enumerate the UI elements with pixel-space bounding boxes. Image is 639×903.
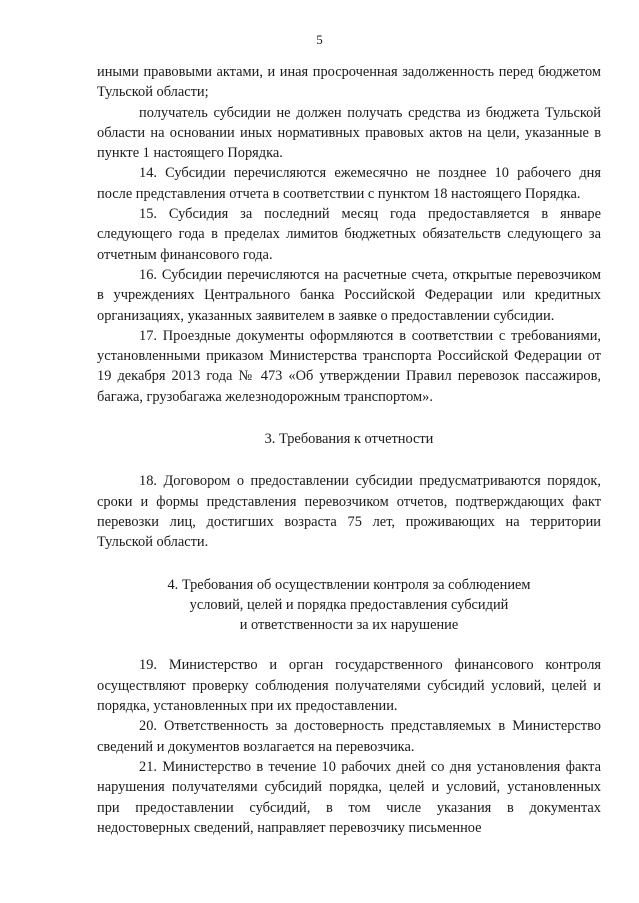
paragraph-19: 19. Министерство и орган государственного финансового контроля осуществляют проверку соблюдения получателями субсидий условий, целей и порядка, установленных при их предоставлении. <box>97 657 601 715</box>
document-body <box>97 62 601 838</box>
paragraph: получатель субсидии не должен получать средства из бюджета Тульской области на основании иных нормативных правовых актов на цели, указанные в пункте 1 настоящего Порядка. <box>97 104 601 162</box>
paragraph-21: 21. Министерство в течение 10 рабочих дней со дня установления факта нарушения получателями субсидий порядка, целей и условий, установленных при предоставлении субсидий, в том числе указания в документах недостоверных сведений, направляет перевозчику письменное <box>97 758 601 836</box>
paragraph-20: 20. Ответственность за достоверность представляемых в Министерство сведений и документов возлагается на перевозчика. <box>97 718 601 755</box>
paragraph: иными правовыми актами, и иная просроченная задолженность перед бюджетом Тульской области; <box>97 64 601 101</box>
paragraph-18: 18. Договором о предоставлении субсидии предусматриваются порядок, сроки и формы представления перевозчиком отчетов, подтверждающих факт перевозки лиц, достигших возраста 75 лет, проживающих на территории Тульской области. <box>97 473 601 551</box>
section-4-heading-line: условий, целей и порядка предоставления субсидий <box>189 596 509 613</box>
page-number: 5 <box>316 32 323 47</box>
section-4-heading <box>97 575 601 636</box>
section-3-heading: 3. Требования к отчетности <box>264 431 434 448</box>
paragraph-17: 17. Проездные документы оформляются в соответствии с требованиями, установленными приказом Министерства транспорта Российской Федерации от 19 декабря 2013 года № 473 «Об утверждении Правил перевозок пассажиров, багажа, грузобагажа железнодорожным транспортом». <box>97 327 601 405</box>
paragraph-15: 15. Субсидия за последний месяц года предоставляется в январе следующего года в пределах лимитов бюджетных обязательств следующего за отчетным финансового года. <box>97 206 601 263</box>
section-4-heading-line: 4. Требования об осуществлении контроля за соблюдением <box>167 576 531 593</box>
paragraph-16: 16. Субсидии перечисляются на расчетные счета, открытые перевозчиком в учреждениях Центрального банка Российской Федерации или кредитных организациях, указанных заявителем в заявке о предоставлении субсидии. <box>97 266 601 324</box>
paragraph-14: 14. Субсидии перечисляются ежемесячно не позднее 10 рабочего дня после представления отчета в соответствии с пунктом 18 настоящего Порядка. <box>97 165 601 202</box>
section-4-heading-line: и ответственности за их нарушение <box>239 617 459 634</box>
